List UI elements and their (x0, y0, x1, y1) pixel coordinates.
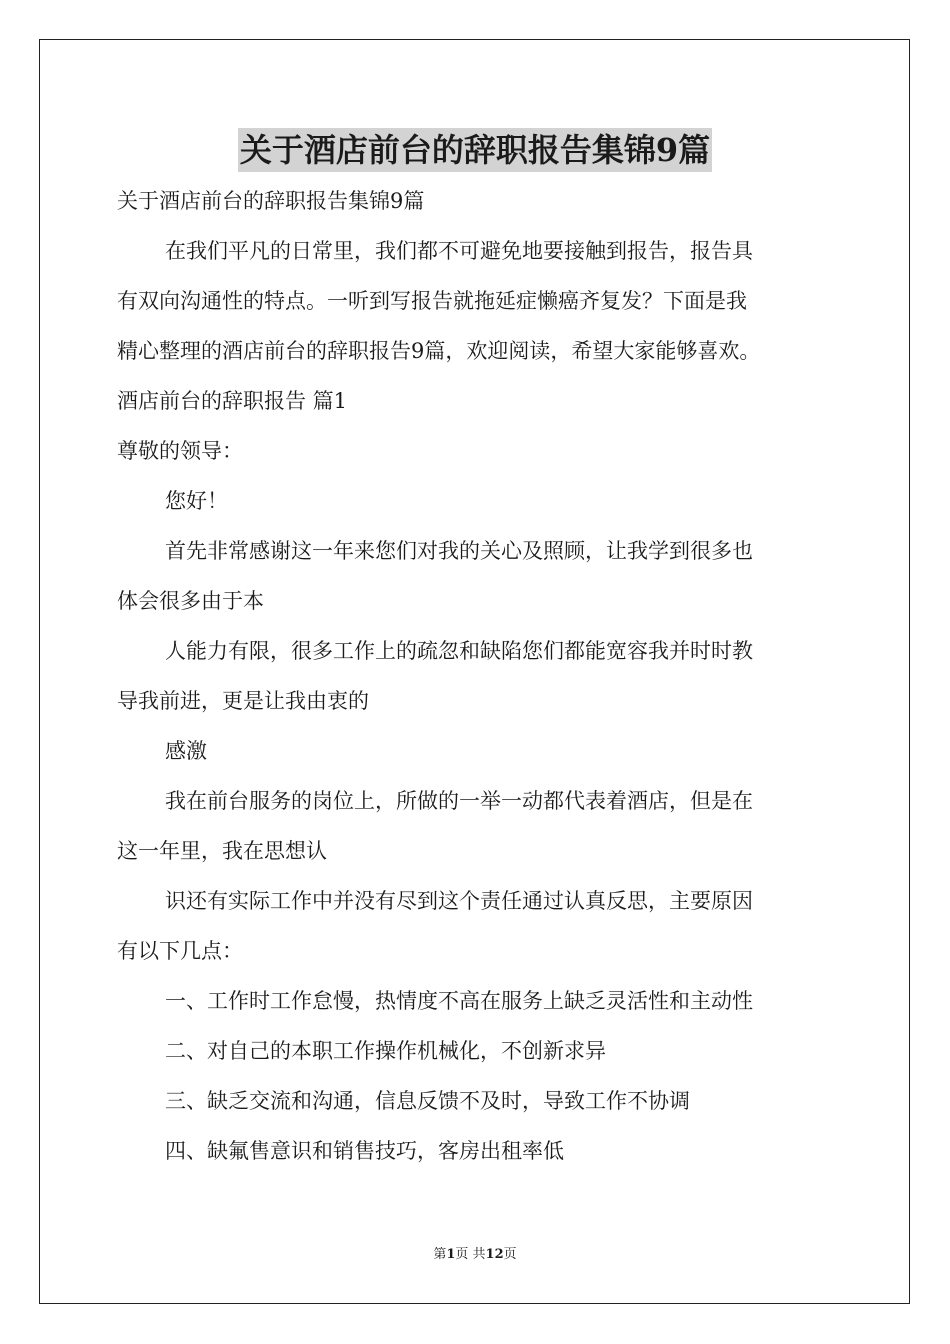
list-item: 二、对自己的本职工作操作机械化，不创新求异 (165, 1039, 606, 1063)
paragraph-line: 这一年里，我在思想认 (117, 839, 327, 863)
list-item: 三、缺乏交流和沟通，信息反馈不及时，导致工作不协调 (165, 1089, 690, 1113)
greeting: 您好！ (165, 489, 228, 513)
document-title: 关于酒店前台的辞职报告集锦9篇 (238, 128, 712, 172)
page-mid: 页 共 (455, 1247, 486, 1262)
paragraph-line: 在我们平凡的日常里，我们都不可避免地要接触到报告，报告具 (165, 239, 753, 263)
paragraph-line: 有双向沟通性的特点。一听到写报告就拖延症懒癌齐复发？下面是我 (117, 289, 747, 313)
paragraph-line: 精心整理的酒店前台的辞职报告9篇，欢迎阅读，希望大家能够喜欢。 (117, 339, 761, 363)
salutation: 尊敬的领导： (117, 439, 243, 463)
paragraph-line: 首先非常感谢这一年来您们对我的关心及照顾，让我学到很多也 (165, 539, 753, 563)
page-current: 1 (446, 1247, 456, 1262)
paragraph-line: 识还有实际工作中并没有尽到这个责任通过认真反思，主要原因 (165, 889, 753, 913)
paragraph-line: 我在前台服务的岗位上，所做的一举一动都代表着酒店，但是在 (165, 789, 753, 813)
paragraph-line: 导我前进，更是让我由衷的 (117, 689, 369, 713)
document-title-container (0, 128, 950, 172)
document-body (117, 176, 847, 1176)
paragraph-line: 人能力有限，很多工作上的疏忽和缺陷您们都能宽容我并时时教 (165, 639, 753, 663)
paragraph-line: 有以下几点： (117, 939, 243, 963)
section-heading: 酒店前台的辞职报告 篇1 (117, 389, 348, 413)
page-suffix: 页 (503, 1247, 517, 1262)
paragraph-line: 感激 (165, 739, 207, 763)
paragraph-line: 关于酒店前台的辞职报告集锦9篇 (117, 189, 425, 213)
page-footer (0, 1245, 950, 1265)
list-item: 一、工作时工作怠慢，热情度不高在服务上缺乏灵活性和主动性 (165, 989, 753, 1013)
paragraph-line: 体会很多由于本 (117, 589, 264, 613)
page-total: 12 (485, 1247, 504, 1262)
page-prefix: 第 (433, 1247, 447, 1262)
list-item: 四、缺氟售意识和销售技巧，客房出租率低 (165, 1139, 564, 1163)
